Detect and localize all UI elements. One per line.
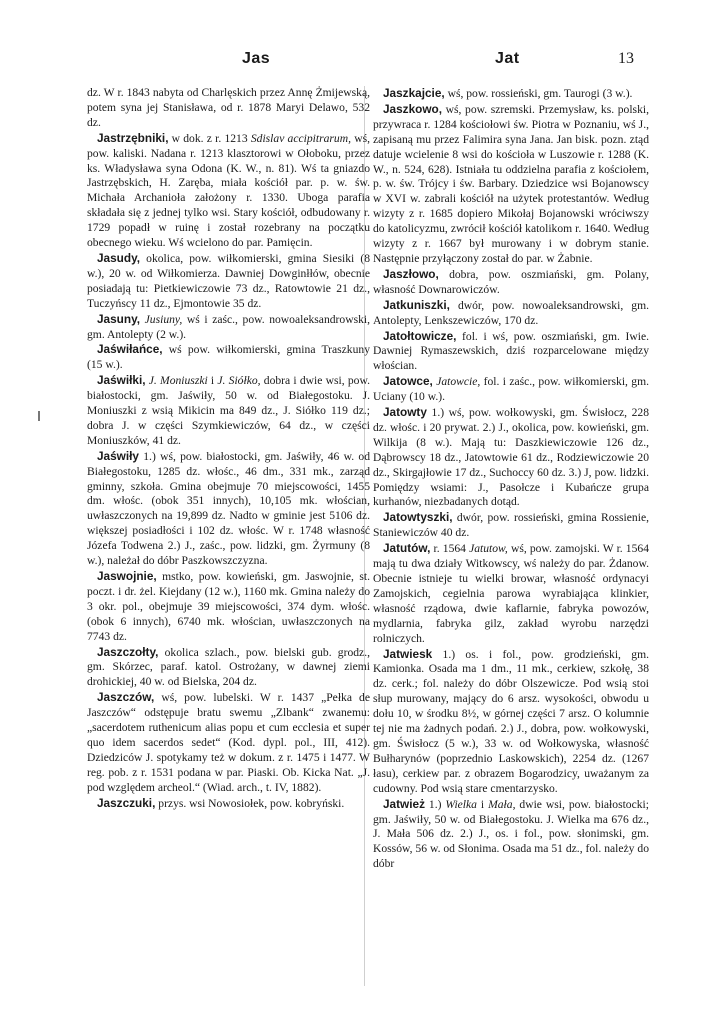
- dictionary-entry: [87, 86, 370, 131]
- dictionary-entry: [373, 298, 649, 329]
- entry-text: dwór, pow. rossieński, gmina Rossienie, Staniewiczów 40 dz.: [373, 511, 649, 540]
- entry-text: wś, pow. kaliski. Nadana r. 1213 klasztorowi w Ołoboku, przez ks. Władysława syna Odona (K. W., n. 81). Wś ta gniazdo Jastrzębskich, H. Zaręba, miała kościół par. p. w. św. Michała Archanioła założony r. 1330. Uboga parafia składała się z jednej tylko wsi. Stary kościół, odbudowany r. 1729 popadł w ruinę i został rozebrany na początku obecnego wieku. Wś wcielono do par. Pamięcin.: [87, 131, 370, 250]
- dictionary-entry: [87, 342, 370, 373]
- entry-headword: Jaszczuki,: [97, 795, 156, 810]
- entry-italic-text: Wielka: [445, 797, 477, 811]
- entry-headword: Jatołtowicze,: [383, 328, 457, 343]
- entry-text: dwie wsi, pow. białostocki; gm. Jaświły, 50 w. od Białegostoku. J. Wielka ma 676 dz., J. Mała 506 dz. 2.) J., os. i fol., pow. słonimski, gm. Kossów, 56 w. od Słonima. Osada ma 51 dz., fol. należy do dóbr: [373, 797, 649, 871]
- entry-italic-text: Jatowcie,: [436, 375, 481, 389]
- entry-text: 1.): [424, 797, 446, 811]
- dictionary-entry: [87, 312, 370, 343]
- entry-text: dz. W r. 1843 nabyta od Charlęskich przez Annę Żmijewską, potem syna jej Stanisława, od r. 1878 Maryi Delawo, 532 dz.: [87, 86, 370, 129]
- entry-text: i: [476, 797, 489, 811]
- entry-headword: Jatkuniszki,: [383, 297, 450, 312]
- entry-headword: Jaświły: [97, 448, 139, 463]
- entry-text: okolica szlach., pow. bielski gub. grodz., gm. Skórzec, paraf. katol. Ostrożany, w dawnej ziemi drohickiej, 40 w. od Bielska, 204 dz.: [87, 645, 370, 689]
- entry-text: dobra, pow. oszmiański, gm. Polany, własność Downarowiczów.: [373, 267, 649, 296]
- entry-italic-text: Mała,: [488, 797, 516, 811]
- entry-headword: Jatowce,: [383, 374, 433, 389]
- dictionary-entry: [373, 647, 649, 797]
- dictionary-entry: [87, 569, 370, 645]
- entry-headword: Jaszkowo,: [383, 101, 443, 116]
- entry-headword: Jasudy,: [97, 250, 141, 265]
- entry-headword: Jasuny,: [97, 311, 141, 326]
- entry-text: wś, pow. szremski. Przemysław, ks. polski, przywraca r. 1284 kościołowi św. Piotra w Poznaniu, wś J., zapisaną mu przez Falimira syna Jana. Jan bisk. pozn. ztąd datuje wcielenie 8 wsi do kościoła w Luszowie r. 1288 (K. W., n. 524, 628). Istniała tu oddzielna parafia z kościołem, p. w. św. Trójcy i św. Barbary. Dziedzice wsi Bojanowscy w XVI w. zabrali kościół na użytek protestantów. Według wizyty z r. 1685 dopiero Mikołaj Bojanowski wróciwszy do katolicyzmu, zwrócił kościół katolikom r. 1640. Według wizyty z r. 1667 był murowany i w dobrym stanie. Następnie przyłączony został do par. w Żabnie.: [373, 102, 649, 265]
- entry-headword: Jaswojnie,: [97, 569, 157, 583]
- entry-text: wś pow. wiłkomierski, gmina Traszkuny (15 w.).: [87, 343, 370, 372]
- right-column: [373, 86, 649, 998]
- dictionary-entry: [87, 251, 370, 312]
- dictionary-entry: [373, 510, 649, 541]
- header-left-keyword: Jas: [242, 50, 271, 67]
- entry-text: i: [207, 374, 218, 388]
- entry-text: mstko, pow. kowieński, gm. Jaswojnie, st. poczt. i dr. żel. Kiejdany (12 w.), 1160 mk. Gmina należy do 3 okr. pol., obejmuje 39 miejscowości, 374 dym. włośc. (obok 6 innych), 6740 mk. włościan, uwłaszczonych na 7743 dz.: [87, 570, 370, 643]
- entry-text: okolica, pow. wiłkomierski, gmina Siesiki (8 w.), 20 w. od Wiłkomierza. Dawniej Dowginłłów, obecnie posiadają tu: Pietkiewiczowie 73 dz., Ratowtowie 21 dz., Tuczyńscy 11 dz., Ejmontowie 35 dz.: [87, 251, 370, 310]
- entry-italic-text: Jusiuny,: [144, 312, 183, 326]
- entry-headword: Jatwież: [383, 796, 425, 811]
- dictionary-entry: [87, 449, 370, 569]
- entry-text: fol. i wś, pow. oszmiański, gm. Iwie. Dawniej Rymaszewskich, dziś rozparcelowane między włościan.: [373, 329, 649, 373]
- entry-italic-text: J. Siółko,: [217, 374, 261, 388]
- entry-headword: Jaszłowo,: [383, 266, 439, 281]
- dictionary-entry: [87, 690, 370, 795]
- left-column: [87, 86, 370, 998]
- entry-headword: Jaświłańce,: [97, 342, 163, 357]
- entry-headword: Jatowty: [383, 405, 427, 420]
- entry-text: wś, pow. zamojski. W r. 1564 mają tu dwa działy Witkowscy, wś należy do par. Żdanow. Obecnie istnieje tu wielki browar, własność ordynacyi Zamojskich, cegielnia parowa wyrabiająca klinkier, własność rządowa, dwie kaflarnie, fabryka powozów, mydlarnia, fabryka gilz, zakład wyrobu narzędzi rolniczych.: [373, 542, 649, 645]
- entry-text: r. 1564: [430, 542, 470, 556]
- dictionary-entry: [373, 329, 649, 375]
- entry-headword: Jatutów,: [383, 541, 431, 556]
- dictionary-entry: [87, 645, 370, 691]
- entry-text: 1.) wś, pow. białostocki, gm. Jaświły, 46 w. od Białegostoku, 1285 dz. włośc., 46 dm., 331 mk., zarząd gminny, szkoła. Gmina obejmuje 70 miejscowości, 1455 dm. włośc. (obok 351 innych), 10,105 mk. włościan, uwłaszczonych na 19,899 dz. Nadto w gminie jest 5106 dz. większej posiadłości i 102 dz. włośc. W r. 1748 własność Józefa Todwena 2.) J., zaśc., pow. lidzki, gm. Żyrmuny (8 w.), należał do dóbr Paszkowszczyzna.: [87, 449, 370, 568]
- entry-text: 1.) os. i fol., pow. grodzieński, gm. Kamionka. Osada ma 1 dm., 11 mk., cerkiew, szkołę, 38 dz. cerk.; fol. należy do dóbr Olszewicze. Pod wsią stoi słup murowany, mający do 6 arsz. wysokości, obwodu u dołu 10, w środku 8½, w górnej części 7 arsz. O kolumnie tej nie ma żadnych podań. 2.) J., dobra, pow. wołkowyski, gm. Świsłocz (5 w.), 33 w. od Wołkowyska, własność Bułharynów (poprzednio Laskowskich), 2254 dz. (1267 łasu), cerkiew par. z obrazem Bogarodzicy, uważanym za cudowny. Pod wsią stare cmentarzysko.: [373, 647, 649, 795]
- page-number: 13: [618, 50, 634, 67]
- dictionary-entry: [373, 405, 649, 510]
- dictionary-entry: [87, 796, 370, 812]
- entry-text: wś i zaśc., pow. nowoaleksandrowski, gm. Antolepty (2 w.).: [87, 312, 370, 341]
- dictionary-entry: [373, 102, 649, 267]
- entry-text: dobra i dwie wsi, pow. białostocki, gm. Jaświły, 50 w. od Białegostoku. J. Moniuszki z wsią Mikicin ma 849 dz., J. Siółko 119 dz.; dobra J. w części Szymkiewiczów, 64 dz., w części Moniuszków, 41 dz.: [87, 374, 370, 447]
- dictionary-entry: [373, 541, 649, 646]
- entry-text: przys. wsi Nowosiołek, pow. kobryński.: [155, 796, 345, 810]
- entry-italic-text: Jatutow,: [469, 542, 508, 556]
- entry-headword: Jaświłki,: [97, 373, 146, 388]
- entry-headword: Jatwiesk: [383, 646, 433, 661]
- entry-headword: Jatowtyszki,: [383, 510, 453, 525]
- entry-text: wś, pow. rossieński, gm. Taurogi (3 w.).: [444, 87, 633, 100]
- entry-headword: Jaszczołty,: [97, 644, 159, 659]
- entry-text: wś, pow. lubelski. W r. 1437 „Pełka de Jaszczów“ odstępuje bratu swemu „Zlbank“ zwanemu: „sacerdotem ruthenicum alias popu et cum ecclesia et super quo idem sacerdos sedet“ (Kod. dypl. pol., III, 412). Dziedziców J. spotykamy też w dokum. z r. 1475 i 1477. W reg. pob. z r. 1531 podana w par. Piaski. Ob. Kicka Nat. „J. pod względem archeol.“ (Wiad. arch., t. IV, 1882).: [87, 691, 370, 794]
- dictionary-entry: [87, 131, 370, 251]
- entry-headword: Jastrzębniki,: [97, 130, 169, 145]
- header-right-keyword: Jat: [495, 50, 520, 67]
- entry-text: 1.) wś, pow. wołkowyski, gm. Świsłocz, 228 dz. włośc. i 20 prywat. 2.) J., okolica, pow. kowieński, gm. Wilkija (8 w.). Mają tu: Daszkiewiczowie 126 dz., Dąbrowscy 18 dz., Jatowtowie 61 dz., Rodziewiczowie 20 dz., Skirgajłowie 17 dz., Suchoccy 60 dz. 3.) J, pow. lidzki. Pomiędzy wsiami: J., Pasołcze i Kubańcze grupa kurhanów, niezbadanych dotąd.: [373, 406, 649, 509]
- margin-mark: [38, 411, 40, 421]
- entry-text: dwór, pow. nowoaleksandrowski, gm. Antolepty, Lenkszewiczów, 170 dz.: [373, 298, 649, 327]
- entry-italic-text: J. Moniuszki: [148, 374, 208, 388]
- dictionary-entry: [373, 86, 649, 102]
- running-header: [0, 50, 720, 72]
- dictionary-entry: [87, 373, 370, 449]
- entry-headword: Jaszczów,: [97, 690, 155, 705]
- dictionary-entry: [373, 267, 649, 298]
- dictionary-entry: [373, 797, 649, 873]
- entry-text: fol. i zaśc., pow. wiłkomierski, gm. Uciany (10 w.).: [373, 375, 649, 404]
- dictionary-entry: [373, 374, 649, 405]
- entry-headword: Jaszkajcie,: [383, 86, 445, 100]
- entry-italic-text: Sdislav accipitrarum,: [250, 131, 351, 145]
- entry-text: w dok. z r. 1213: [168, 131, 251, 145]
